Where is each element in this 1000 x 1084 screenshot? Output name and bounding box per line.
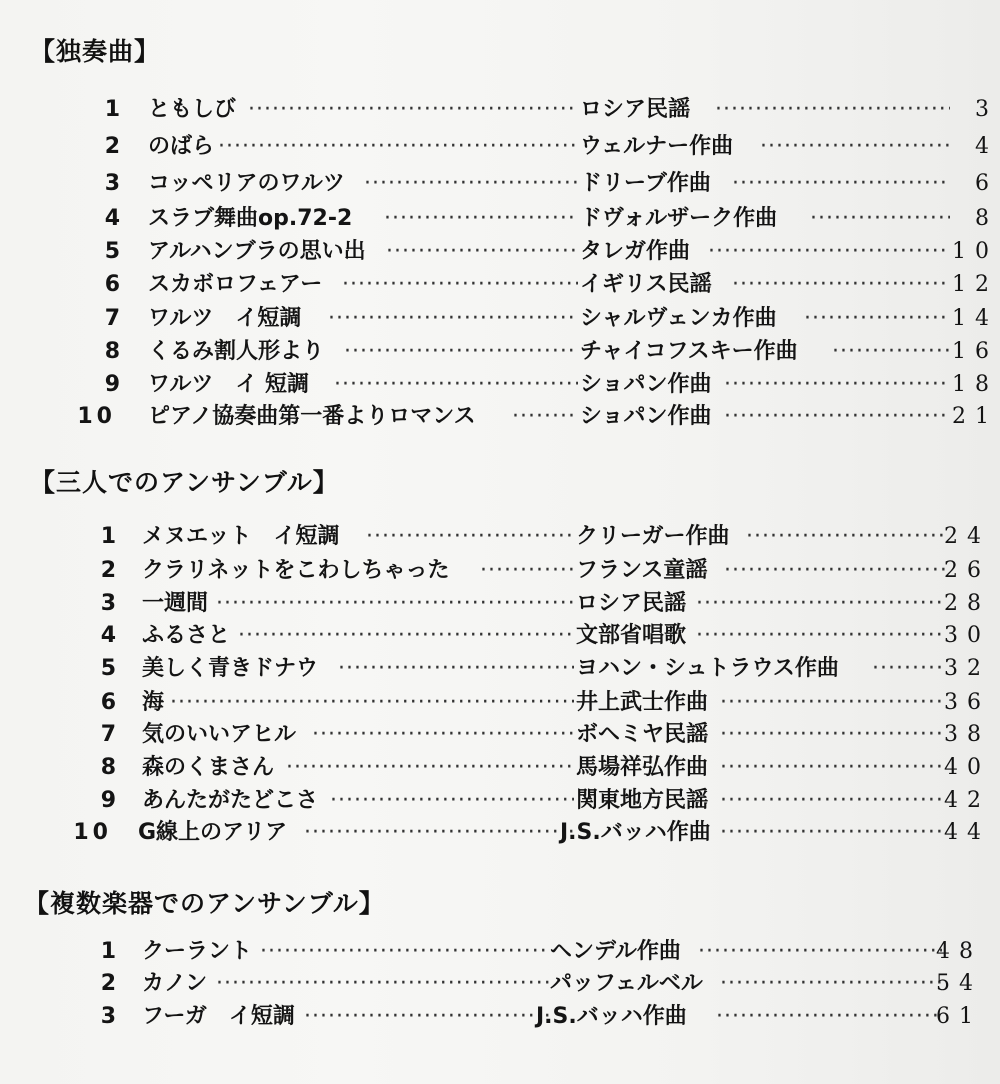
item-number: 8 [104, 339, 120, 364]
toc-row [76, 522, 991, 552]
toc-row [76, 786, 991, 816]
item-title: アルハンブラの思い出 [148, 239, 366, 264]
toc-row [80, 270, 998, 300]
item-page-number: 12 [952, 272, 998, 297]
leader-dots [216, 969, 550, 999]
item-number: 6 [104, 272, 120, 297]
leader-dots [480, 556, 574, 586]
item-title: スラブ舞曲op.72-2 [148, 206, 353, 231]
leader-dots [338, 654, 574, 684]
leader-dots [696, 621, 946, 651]
item-number: 2 [100, 971, 116, 996]
toc-row [80, 370, 998, 400]
leader-dots [832, 337, 950, 367]
item-title: あんたがたどこさ [142, 788, 319, 813]
leader-dots [286, 753, 574, 783]
toc-row [76, 556, 991, 586]
item-page-number: 30 [944, 623, 990, 648]
item-page-number: 36 [944, 690, 990, 715]
item-page-number: 10 [952, 239, 998, 264]
leader-dots [384, 204, 578, 234]
leader-dots [724, 370, 950, 400]
item-number: 4 [100, 623, 116, 648]
item-composer: ショパン作曲 [580, 404, 712, 429]
leader-dots [312, 720, 574, 750]
leader-dots [330, 786, 574, 816]
toc-row [76, 1002, 991, 1032]
leader-dots [218, 132, 578, 162]
item-composer: シャルヴェンカ作曲 [580, 306, 777, 331]
item-title: のばら [148, 134, 215, 159]
item-number: 3 [104, 171, 120, 196]
item-composer: ショパン作曲 [580, 372, 712, 397]
leader-dots [810, 204, 950, 234]
leader-dots [732, 169, 950, 199]
toc-row [73, 818, 991, 848]
leader-dots [238, 621, 574, 651]
item-composer: 関東地方民謡 [576, 788, 709, 813]
leader-dots [746, 522, 946, 552]
item-title: ふるさと [142, 623, 231, 648]
item-page-number: 3 [975, 97, 998, 122]
item-page-number: 24 [944, 524, 990, 549]
leader-dots [304, 1002, 550, 1032]
leader-dots [720, 786, 946, 816]
item-number: 2 [100, 558, 116, 583]
item-title: ともしび [148, 97, 237, 122]
item-page-number: 8 [975, 206, 998, 231]
section-heading-solo: 【独奏曲】 [30, 37, 161, 66]
item-composer: 馬場祥弘作曲 [576, 755, 709, 780]
leader-dots [698, 937, 942, 967]
toc-row [80, 95, 998, 125]
toc-row [76, 937, 991, 967]
toc-row [80, 304, 998, 334]
leader-dots [344, 337, 578, 367]
item-number: 10 [77, 404, 116, 429]
item-number: 1 [100, 524, 116, 549]
item-page-number: 42 [944, 788, 990, 813]
item-page-number: 61 [936, 1004, 982, 1029]
toc-row [80, 132, 998, 162]
item-number: 9 [100, 788, 116, 813]
leader-dots [334, 370, 578, 400]
item-title: くるみ割人形より [148, 339, 325, 364]
leader-dots [216, 589, 574, 619]
item-number: 2 [104, 134, 120, 159]
item-composer: ロシア民謡 [580, 97, 691, 122]
toc-row [76, 589, 991, 619]
item-title: クラリネットをこわしちゃった [142, 558, 450, 583]
item-composer: ヨハン・シュトラウス作曲 [576, 656, 839, 681]
toc-row [76, 688, 991, 718]
item-composer: ウェルナー作曲 [580, 134, 734, 159]
leader-dots [720, 969, 942, 999]
item-title: カノン [142, 971, 208, 996]
item-title: クーラント [142, 939, 253, 964]
item-number: 6 [100, 690, 116, 715]
item-number: 1 [100, 939, 116, 964]
leader-dots [366, 522, 574, 552]
item-number: 10 [73, 820, 112, 845]
leader-dots [696, 589, 946, 619]
item-page-number: 6 [975, 171, 998, 196]
leader-dots [248, 95, 578, 125]
leader-dots [732, 270, 950, 300]
leader-dots [716, 1002, 942, 1032]
leader-dots [260, 937, 550, 967]
item-composer: 井上武士作曲 [576, 690, 709, 715]
item-title: 気のいいアヒル [142, 722, 297, 747]
leader-dots [386, 237, 578, 267]
item-title: 一週間 [142, 591, 209, 616]
toc-row [76, 753, 991, 783]
item-composer: ヘンデル作曲 [550, 939, 681, 964]
leader-dots [720, 720, 946, 750]
item-page-number: 38 [944, 722, 990, 747]
leader-dots [170, 688, 574, 718]
item-number: 7 [104, 306, 120, 331]
item-number: 4 [104, 206, 120, 231]
item-title: フーガ イ短調 [142, 1004, 295, 1029]
toc-row [80, 337, 998, 367]
item-page-number: 14 [952, 306, 998, 331]
toc-row [76, 720, 991, 750]
leader-dots [720, 818, 946, 848]
leader-dots [342, 270, 578, 300]
item-composer: イギリス民謡 [580, 272, 712, 297]
leader-dots [804, 304, 950, 334]
item-title: ワルツ イ短調 [148, 306, 302, 331]
item-composer: フランス童謡 [576, 558, 708, 583]
leader-dots [715, 95, 950, 125]
leader-dots [708, 237, 950, 267]
item-page-number: 21 [952, 404, 998, 429]
item-title: 美しく青きドナウ [142, 656, 319, 681]
leader-dots [512, 402, 578, 432]
leader-dots [720, 753, 946, 783]
item-number: 5 [100, 656, 116, 681]
item-composer: パッフェルベル [550, 971, 703, 996]
item-number: 9 [104, 372, 120, 397]
item-composer: ドヴォルザーク作曲 [580, 206, 778, 231]
leader-dots [720, 688, 946, 718]
item-page-number: 40 [944, 755, 990, 780]
item-composer: ロシア民謡 [576, 591, 687, 616]
item-composer: ボヘミヤ民謡 [576, 722, 709, 747]
item-composer: J.S.バッハ作曲 [560, 820, 711, 845]
item-title: 森のくまさん [142, 755, 275, 780]
leader-dots [304, 818, 574, 848]
item-title: スカボロフェアー [148, 272, 323, 297]
item-page-number: 32 [944, 656, 990, 681]
toc-row [76, 969, 991, 999]
item-title: G線上のアリア [138, 820, 288, 845]
item-page-number: 26 [944, 558, 990, 583]
item-page-number: 48 [936, 939, 982, 964]
item-composer: 文部省唱歌 [576, 623, 687, 648]
item-page-number: 18 [952, 372, 998, 397]
toc-row [80, 237, 998, 267]
item-page-number: 28 [944, 591, 990, 616]
item-number: 1 [104, 97, 120, 122]
toc-row [76, 621, 991, 651]
item-title: ピアノ協奏曲第一番よりロマンス [148, 404, 476, 429]
item-composer: クリーガー作曲 [576, 524, 730, 549]
item-composer: タレガ作曲 [580, 239, 691, 264]
toc-row [76, 654, 991, 684]
item-page-number: 4 [975, 134, 998, 159]
item-composer: チャイコフスキー作曲 [580, 339, 798, 364]
section-heading-trio: 【三人でのアンサンブル】 [30, 468, 339, 497]
item-page-number: 16 [952, 339, 998, 364]
item-number: 5 [104, 239, 120, 264]
leader-dots [872, 654, 946, 684]
item-page-number: 54 [936, 971, 982, 996]
toc-row [80, 204, 998, 234]
item-composer: J.S.バッハ作曲 [536, 1004, 687, 1029]
leader-dots [364, 169, 578, 199]
item-number: 7 [100, 722, 116, 747]
leader-dots [724, 556, 946, 586]
item-number: 8 [100, 755, 116, 780]
item-number: 3 [100, 1004, 116, 1029]
toc-row [80, 169, 998, 199]
leader-dots [724, 402, 950, 432]
item-page-number: 44 [944, 820, 990, 845]
item-title: ワルツ イ 短調 [148, 372, 309, 397]
toc-row [77, 402, 998, 432]
item-title: メヌエット イ短調 [142, 524, 340, 549]
item-title: コッペリアのワルツ [148, 171, 345, 196]
item-number: 3 [100, 591, 116, 616]
item-title: 海 [142, 690, 165, 715]
leader-dots [760, 132, 950, 162]
leader-dots [328, 304, 578, 334]
item-composer: ドリーブ作曲 [580, 171, 711, 196]
section-heading-ensemble: 【複数楽器でのアンサンブル】 [24, 889, 385, 918]
